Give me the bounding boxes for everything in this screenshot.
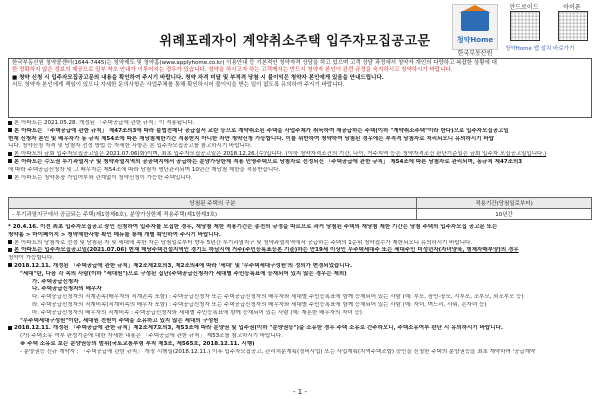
body-line: 본 아파트는 「주택공급에 관한 규칙」 제47조의3에 따라 불법전매나 공급질서 교란 등으로 계약취소된 주택을 사업주체가 취득하여 재공급하는 주택(이하 "계약취소주택"이라 한다)으로 입주자모집공고일 [8, 128, 592, 135]
body-line: 다. 주택공급신청자의 직계존속(배우자의 직계존속 포함) : 주택공급신청자 또는 주택공급신청자의 배우자와 세대별 주민등록표에 함께 등재되어 있는 사람 (예: 부모, 장인·장모, 시부모, 조부모, 외조부모 등) [32, 294, 524, 301]
bullet-square-icon [8, 152, 12, 156]
body-line: 본 아파트는 2021.05.28. 개정된 「주택공급에 관한 규칙」이 적용됩니다. [8, 120, 592, 127]
body-line: 에 따라 주택공급신청자 및 그 배우자는 제54조에 따라 당첨자 명단관리되며 10년간 재당첨 제한을 적용받습니다. [8, 166, 281, 173]
notice-box [8, 58, 592, 118]
body-line: 본 아파트는 입주자모집공고일(2021.07.06) 현재 해당주택건설지역인 경기도 하남시에 거주(주민등록표등본 기준)하는 만19세 이상인 무주택세대주 또는 세대주인 미성년자(자녀양육, 형제자매부양)의 경우 [8, 247, 592, 254]
table-header-row [9, 198, 592, 209]
qr-android-icon[interactable] [510, 11, 540, 41]
bullet-square-icon [8, 240, 12, 244]
table-cell: - 투기과열지구에서 공급되는 주택(제1항제6호), 분양가상한제 적용주택(제1항제3호) [9, 209, 417, 220]
body-line: 니다. 청약신청 자격 및 당첨자 선정 방법 등 자세한 사항은 본 입주자모집공고를 참고하시기 바랍니다. [8, 143, 253, 150]
body-line: 본 아파트는 청약통장 가입여부와 관계없이 청약신청이 가능한 주택입니다. [8, 175, 592, 182]
logo-subtitle: 한국부동산원 [457, 50, 493, 57]
bullet-square-icon [8, 121, 12, 125]
page-number: - 1 - [293, 388, 307, 396]
body-section-2 [8, 224, 592, 357]
body-line: 라. 주택공급신청자의 직계비속(직계비속의 배우자 포함) : 주택공급신청자 또는 주택공급신청자의 배우자와 세대별 주민등록표에 함께 등재되어 있는 사람 (예: 자녀, 며느리, 사위, 손자녀 등) [32, 301, 487, 308]
body-line: 본 아파트의 금회 입주자모집공고일은 2021.07.06(화)이며, 최초 입주자모집공고일은 2018.12.26.(수)입니다. (이하 청약자격조건의 기간, 나이, 거주지역 등은 청약자격조건 판단기준일은 금회 입주자 모집공고일입니다.) [8, 151, 592, 158]
body-line: 2018.12.11. 개정된 「주택공급에 관한 규칙」제2조제7호의3, 제53조에 따라 분양권 및 입주권(이하 "분양권등")을 소유한 경우 주택 소유로 간주하오니, 주택소유여부 판단 시 유의하시기 바랍니다. [8, 325, 592, 332]
table-row [9, 209, 592, 220]
page-title: 위례포레자이 계약취소주택 입주자모집공고문 [159, 34, 431, 49]
qr-iphone-label: 아이폰 [563, 4, 581, 11]
body-line: 본 아파트의 당첨자로 선정 및 당첨된 자 및 세대에 속한 자는 당첨일로부터 향후 5년간 투기과열지구 및 청약과열지역에서 공급하는 주택의 1순위 청약접수가 제한되오니 유의하시기 바랍니다. [8, 240, 592, 247]
rewin-restriction-table [8, 197, 592, 220]
house-icon [461, 11, 489, 31]
bullet-square-icon [8, 263, 12, 267]
body-line: "무주택세대구성원"이란, 세대원 전원이 주택을 소유하고 있지 않은 세대의 구성원 [20, 317, 219, 324]
body-line: 2018.12.11. 개정된 「주택공급에 관한 규칙」제2조제2호의3, 제2조의4에 따라 '세대' 및 '무주택세대구성원'의 정의가 변경되었습니다. [8, 263, 592, 270]
bullet-square-icon [8, 248, 12, 252]
notice-line: ■ 청약 신청 시 입주자모집공고문의 내용을 확인하여 주시기 바랍니다. 청약 자격 미달 및 부적격 당첨 시 불이익은 청약자 본인에게 있음을 안내드립니다. [12, 74, 384, 81]
body-line: ※ 주택 소유로 보는 분양권등의 범위(국토교통부령 부칙 제3조, 제565호, 2018.12.11. 시행) [20, 340, 255, 347]
document-header [0, 0, 600, 58]
body-line: 본 아파트는 수도권 투기과열지구 및 청약과열지역의 공공택지에서 공급하는 분양가상한제 적용 민영주택으로 당첨자로 선정되신 「주택공급에 관한 규칙」 제54조에 따른 당첨자로 관리되며, 동규칙 제47조의3 [8, 159, 592, 166]
body-line: 청약이 가능합니다. [8, 255, 55, 262]
applyhome-logo [452, 4, 498, 50]
body-section-1 [8, 120, 592, 182]
bullet-square-icon [8, 175, 12, 179]
body-line: - 분양권등 신규 계약자 : 「주택공급에 관한 규칙」 개정 시행일(2018.12.11.) 이후 입주자모집공고, 관리처분계획(정비사업) 또는 사업계획(지역주택조합) 승인을 신청한 주택의 분양권등을 최초 계약하여 '공급계약 [20, 348, 536, 355]
body-line: 가. 주택공급신청자 [32, 278, 79, 285]
body-line: 마. 주택공급신청자의 배우자의 직계비속 : 주택공급신청자와 세대별 주민등록표에 함께 등재되어 있는 사람 (예: 재혼한 배우자의 자녀 등) [32, 309, 362, 316]
body-line: 청약홈 > 마이페이지 > 청약제한사항 확인 메뉴를 통해 개별 확인하여 주시기 바랍니다. [8, 231, 222, 238]
body-line: 현재 신청자 본인 및 배우자가 동 규칙 제54조에 따른 재당첨제한기간 적용받지 아니한 자만 청약신청 가능합니다. 이를 위반하여 청약하여 당첨된 경우에는 부적격 당첨자로 처리되오니 유의하시기 바랍 [8, 135, 495, 142]
qr-android-label: 안드로이드 [509, 4, 539, 11]
qr-caption[interactable]: 청약Home 앱 설치 바로가기 [505, 46, 575, 52]
notice-line: 한국부동산원 청약콜센터(1644-7445)는 청약제도 및 청약홈(www.applyhome.co.kr) 이용안내 등 기본적인 청약자격 상담을 하고 있으며 고객 상담 과정에서 청약자 개인의 다양하고 복잡한 상황에 대 [12, 60, 497, 66]
table-header: 당첨된 주택의 구분 [9, 198, 417, 209]
table-header: 적용기간(당첨일로부터) [417, 198, 592, 209]
notice-line: 서도 청약자 본인에게 책임이 있으니 자세한 문의사항은 사업주체를 통해 확인하시어 불이익을 받는 일이 없도록 유의하여 주시기 바랍니다. [12, 82, 345, 89]
body-line: (가) 주택소유 여부 판정기준에 대한 자세한 내용은 「주택공급에 관한 규칙」 제53조를 참고하시기 바랍니다. [20, 333, 283, 340]
bullet-square-icon [8, 159, 12, 163]
logo-text: 청약Home [456, 36, 494, 44]
body-line: 나. 주택공급신청자의 배우자 [32, 286, 102, 293]
qr-iphone-icon[interactable] [558, 11, 588, 41]
table-cell: 10년간 [417, 209, 592, 220]
bullet-square-icon [8, 326, 12, 330]
bullet-square-icon [8, 128, 12, 132]
notice-line: 한 정확하지 않은 정보의 제공으로 일부 착오 안내가 이루어지는 경우가 있습니다. 청약을 하시고자 하는 고객께서는 반드시 청약자 본인이 관련 규정을 숙지하시고 청약하시기 바랍니다. [12, 67, 453, 74]
body-line: * 20.4.16. 이전 최초 입주자모집공고 승인 신청하여 입주자를 모집한 경우, 재당첨 제한 적용기간은 종전의 규정을 따르므로 과거 당첨된 주택의 재당첨 제한 기간은 당첨 주택의 입주자모집 공고문 또는 [8, 224, 498, 230]
body-line: "세대"란, 다음 각 목의 사람(이하 "세대원")으로 구성된 집단(주택공급신청자가 세대별 주민등록표에 등재되어 있지 않은 경우는 제외) [20, 270, 347, 277]
